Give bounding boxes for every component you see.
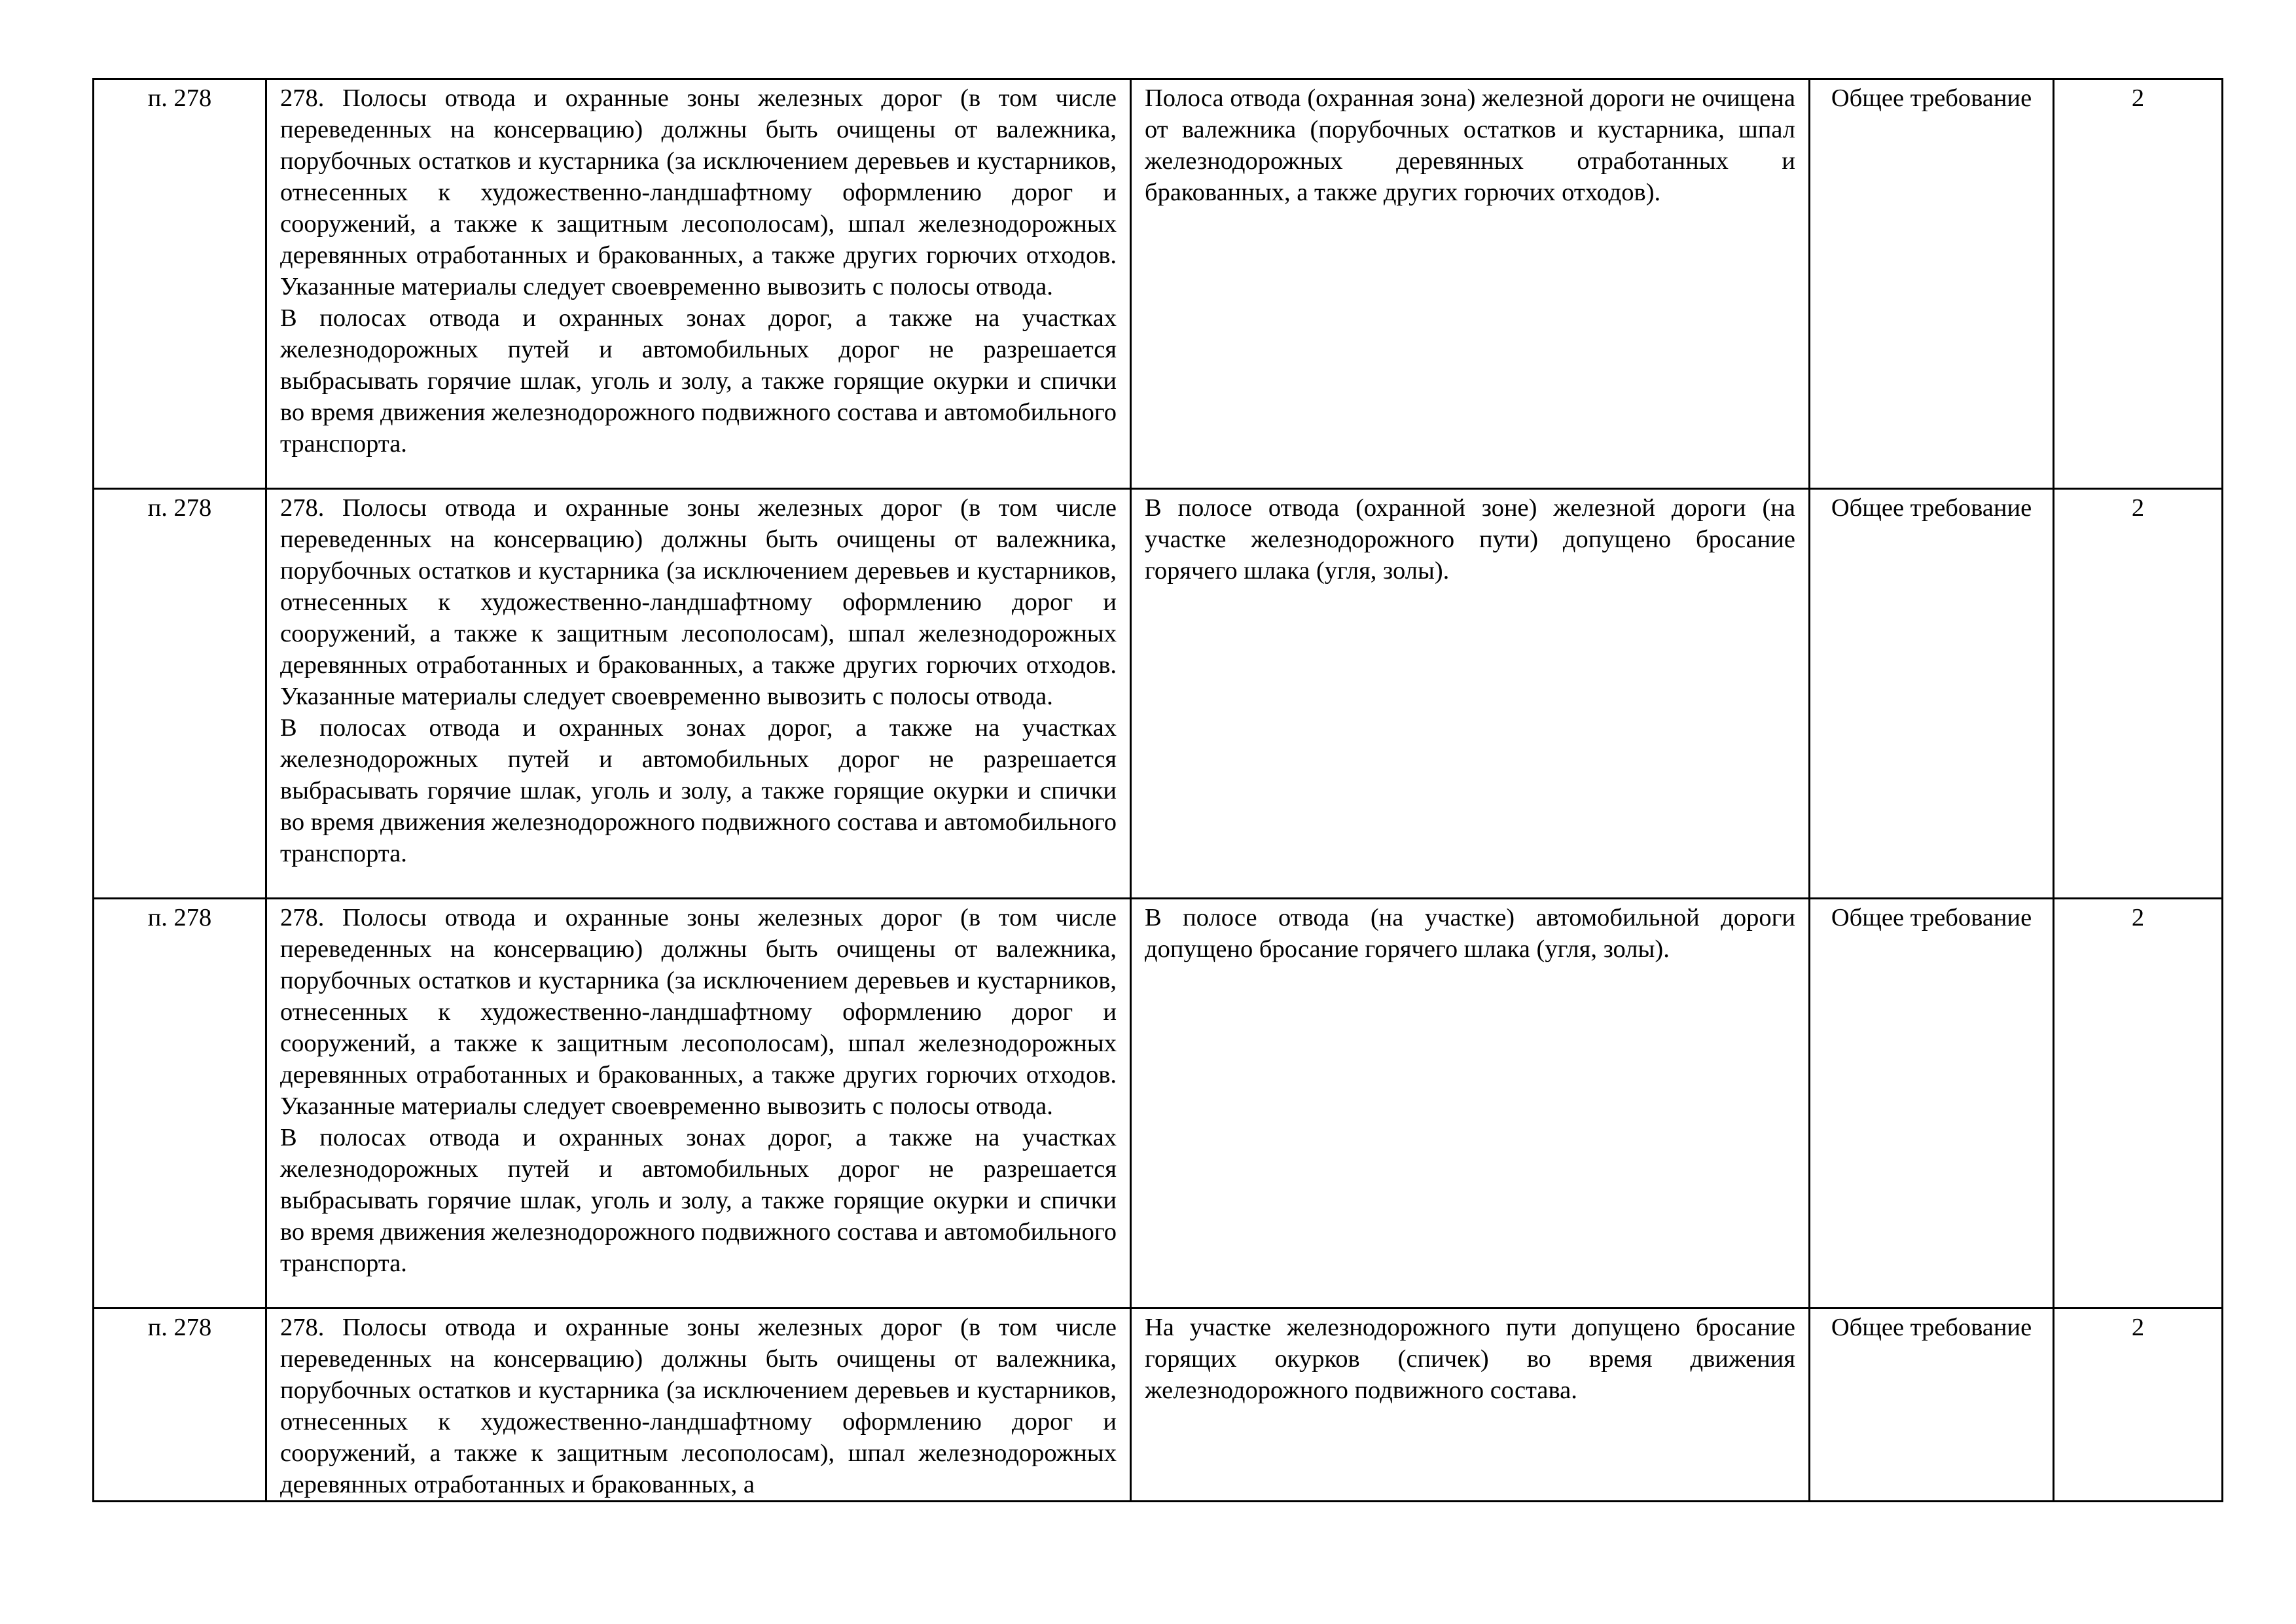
score-value: 2 [2131,904,2145,931]
score-value: 2 [2131,494,2145,522]
requirement-type: Общее требование [1831,1314,2032,1341]
requirement-type: Общее требование [1831,904,2032,931]
norm-text-cell [266,1308,1131,1502]
document-page [92,78,2221,1502]
violation-text: В полосе отвода (охранной зоне) железной дороги (на участке железнодорожного пути) допущено бросание горячего шлака (угля, золы). [1145,494,1795,585]
violation-cell [1131,1308,1810,1502]
norm-paragraph: 278. Полосы отвода и охранные зоны железных дорог (в том числе переведенных на консервацию) должны быть очищены от валежника, порубочных остатков и кустарника (за исключением деревьев и кустарников, отнесенных к художественно-ландшафтному оформлению дорог и сооружений, а также к защитным лесополосам), шпал железнодорожных деревянных отработанных и бракованных, а также других горючих отходов. Указанные материалы следует своевременно вывозить с полосы отвода. [280,84,1117,300]
requirement-cell [1810,899,2054,1308]
score-value: 2 [2131,84,2145,112]
violation-cell [1131,79,1810,489]
norm-paragraph: В полосах отвода и охранных зонах дорог, а также на участках железнодорожных путей и автомобильных дорог не разрешается выбрасывать горячие шлак, уголь и золу, а также горящие окурки и спички во время движения железнодорожного подвижного состава и автомобильного транспорта. [280,714,1117,867]
table-row [94,1308,2223,1502]
requirement-cell [1810,489,2054,899]
clause-ref-cell [94,489,266,899]
clause-ref: п. 278 [147,84,212,112]
score-cell [2054,79,2223,489]
violations-table [92,78,2223,1502]
clause-ref-cell [94,79,266,489]
clause-ref: п. 278 [147,904,212,931]
score-cell [2054,489,2223,899]
violation-text: В полосе отвода (на участке) автомобильной дороги допущено бросание горячего шлака (угля, золы). [1145,904,1795,963]
violation-cell [1131,899,1810,1308]
violation-cell [1131,489,1810,899]
violation-text: На участке железнодорожного пути допущено бросание горящих окурков (спичек) во время движения железнодорожного подвижного состава. [1145,1314,1795,1404]
table-row [94,899,2223,1308]
clause-ref-cell [94,1308,266,1502]
norm-paragraph: 278. Полосы отвода и охранные зоны железных дорог (в том числе переведенных на консервацию) должны быть очищены от валежника, порубочных остатков и кустарника (за исключением деревьев и кустарников, отнесенных к художественно-ландшафтному оформлению дорог и сооружений, а также к защитным лесополосам), шпал железнодорожных деревянных отработанных и бракованных, а [280,1314,1117,1498]
violation-text: Полоса отвода (охранная зона) железной дороги не очищена от валежника (порубочных остатков и кустарника, шпал железнодорожных деревянных отработанных и бракованных, а также других горючих отходов). [1145,84,1795,206]
clause-ref: п. 278 [147,1314,212,1341]
score-value: 2 [2131,1314,2145,1341]
requirement-cell [1810,1308,2054,1502]
norm-paragraph: 278. Полосы отвода и охранные зоны железных дорог (в том числе переведенных на консервацию) должны быть очищены от валежника, порубочных остатков и кустарника (за исключением деревьев и кустарников, отнесенных к художественно-ландшафтному оформлению дорог и сооружений, а также к защитным лесополосам), шпал железнодорожных деревянных отработанных и бракованных, а также других горючих отходов. Указанные материалы следует своевременно вывозить с полосы отвода. [280,904,1117,1120]
norm-paragraph: В полосах отвода и охранных зонах дорог, а также на участках железнодорожных путей и автомобильных дорог не разрешается выбрасывать горячие шлак, уголь и золу, а также горящие окурки и спички во время движения железнодорожного подвижного состава и автомобильного транспорта. [280,304,1117,458]
requirement-type: Общее требование [1831,84,2032,112]
requirement-type: Общее требование [1831,494,2032,522]
score-cell [2054,899,2223,1308]
norm-paragraph: В полосах отвода и охранных зонах дорог, а также на участках железнодорожных путей и автомобильных дорог не разрешается выбрасывать горячие шлак, уголь и золу, а также горящие окурки и спички во время движения железнодорожного подвижного состава и автомобильного транспорта. [280,1124,1117,1277]
table-row [94,489,2223,899]
score-cell [2054,1308,2223,1502]
norm-text-cell [266,899,1131,1308]
clause-ref: п. 278 [147,494,212,522]
table-row [94,79,2223,489]
norm-paragraph: 278. Полосы отвода и охранные зоны железных дорог (в том числе переведенных на консервацию) должны быть очищены от валежника, порубочных остатков и кустарника (за исключением деревьев и кустарников, отнесенных к художественно-ландшафтному оформлению дорог и сооружений, а также к защитным лесополосам), шпал железнодорожных деревянных отработанных и бракованных, а также других горючих отходов. Указанные материалы следует своевременно вывозить с полосы отвода. [280,494,1117,710]
norm-text-cell [266,79,1131,489]
requirement-cell [1810,79,2054,489]
norm-text-cell [266,489,1131,899]
clause-ref-cell [94,899,266,1308]
